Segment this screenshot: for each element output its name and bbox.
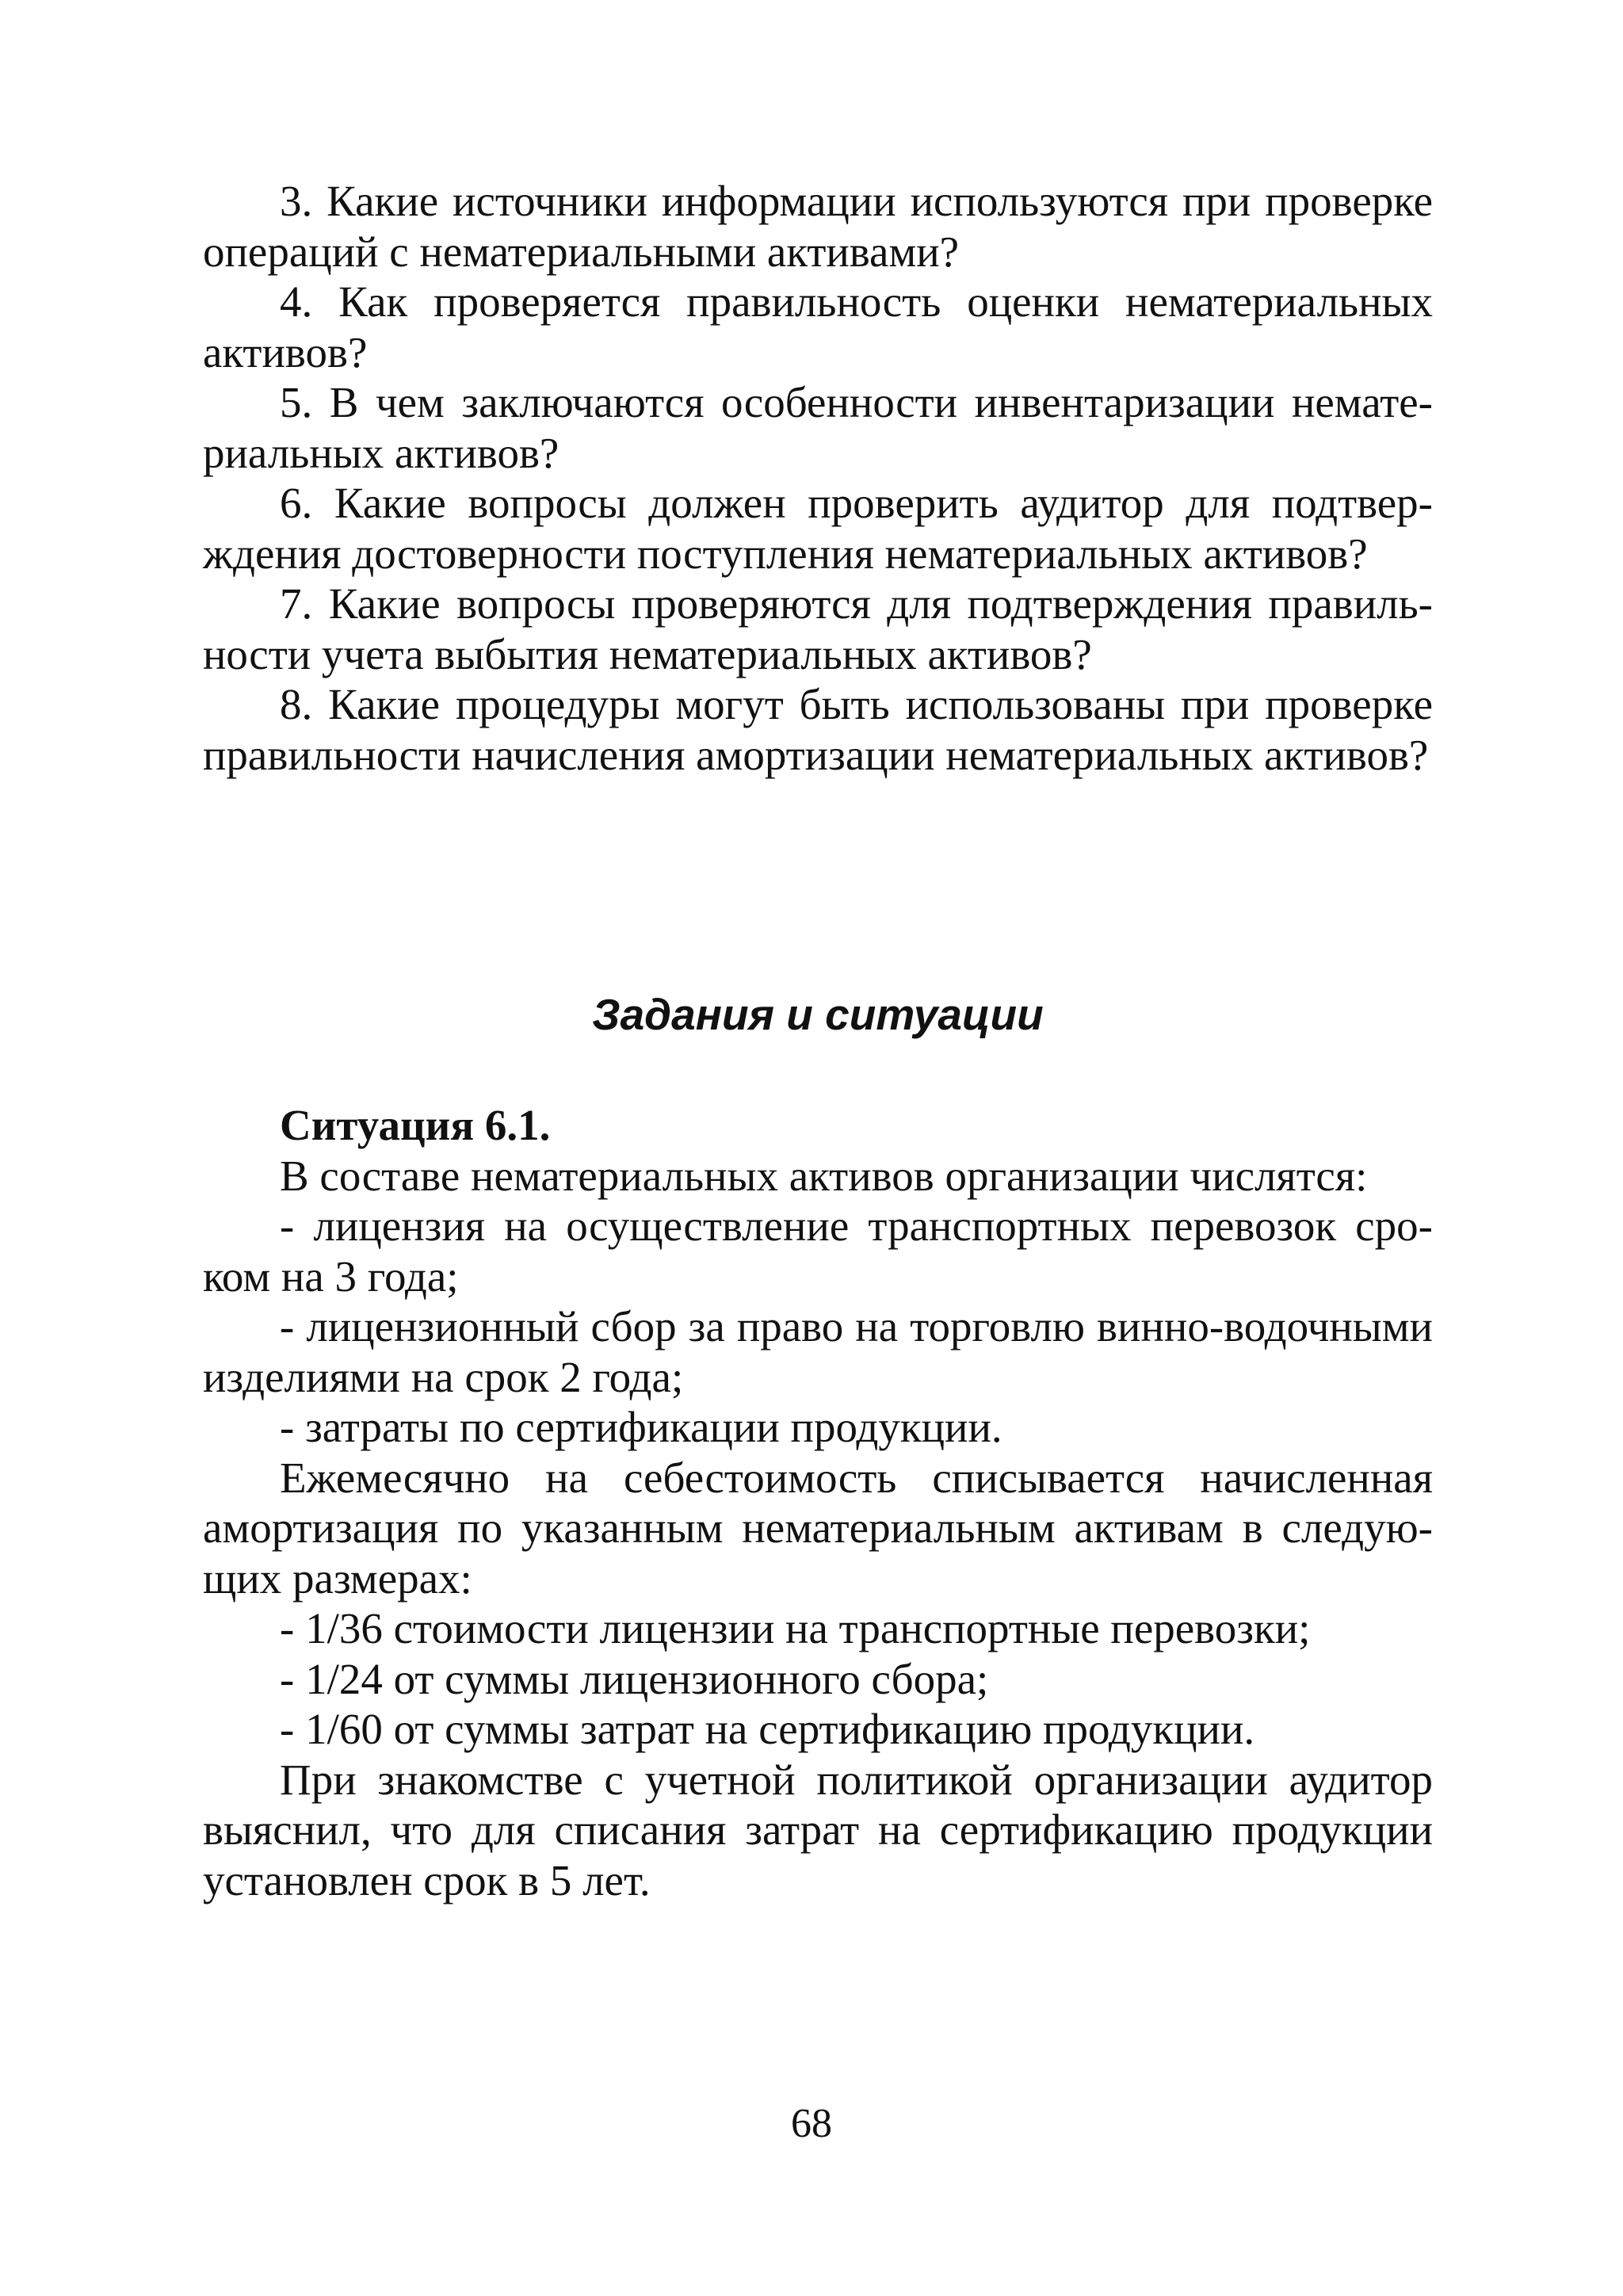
situation-paragraph: В составе нематериальных активов организации числятся: <box>280 1151 1368 1200</box>
situation-block <box>203 1100 1433 1905</box>
question-5: 5. В чем заключаются особенности инвентаризации нематериальных активов? <box>203 378 1433 477</box>
situation-paragraph: - 1/60 от суммы затрат на сертификацию продукции. <box>280 1705 1255 1753</box>
situation-paragraph: - лицензионный сбор за право на торговлю винно-водочными изделиями на срок 2 года; <box>203 1302 1433 1401</box>
question-4: 4. Как проверяется правильность оценки нематериальных активов? <box>203 277 1433 376</box>
situation-title: Ситуация 6.1. <box>280 1101 551 1149</box>
question-3: 3. Какие источники информации используются при проверке операций с нематериальными активами? <box>203 177 1433 276</box>
situation-paragraph: Ежемесячно на себестоимость списывается начисленная амортизация по указанным нематериальным активам в следующих размерах: <box>203 1453 1433 1603</box>
question-8: 8. Какие процедуры могут быть использованы при проверке правильности начисления амортизации нематериальных активов? <box>203 680 1433 779</box>
situation-paragraph: - затраты по сертификации продукции. <box>280 1403 1002 1451</box>
situation-paragraph: При знакомстве с учетной политикой организации аудитор выяснил, что для списания затрат на сертификацию продукции установлен срок в 5 лет. <box>203 1755 1433 1904</box>
situation-paragraph: - 1/24 от суммы лицензионного сбора; <box>280 1654 989 1703</box>
review-questions <box>203 176 1433 780</box>
question-7: 7. Какие вопросы проверяются для подтверждения правильности учета выбытия нематериальных активов? <box>203 579 1433 678</box>
section-heading: Задания и ситуации <box>592 990 1044 1039</box>
question-6: 6. Какие вопросы должен проверить аудитор для подтверждения достоверности поступления нематериальных активов? <box>203 479 1433 578</box>
situation-paragraph: - 1/36 стоимости лицензии на транспортные перевозки; <box>280 1604 1311 1652</box>
page-number: 68 <box>791 2101 832 2146</box>
situation-paragraph: - лицензия на осуществление транспортных перевозок сроком на 3 года; <box>203 1201 1433 1301</box>
